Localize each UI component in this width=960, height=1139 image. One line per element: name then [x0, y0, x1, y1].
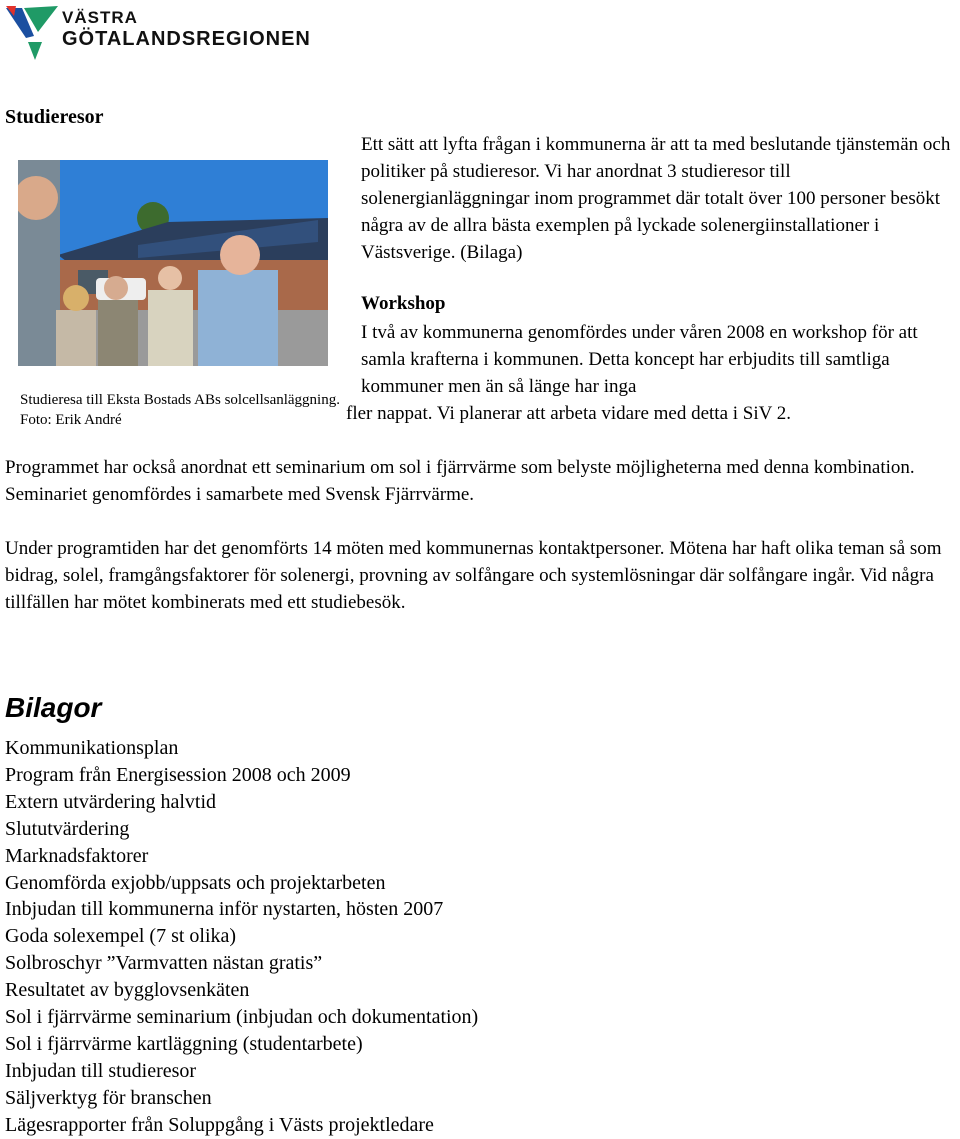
bilaga-item: Sol i fjärrvärme kartläggning (studentarbete)	[5, 1032, 363, 1055]
bilaga-item: Extern utvärdering halvtid	[5, 790, 217, 813]
bilaga-item: Lägesrapporter från Soluppgång i Västs projektledare	[5, 1113, 434, 1136]
bilaga-item: Slututvärdering	[5, 817, 130, 840]
section-title: Studieresor	[5, 106, 104, 128]
bilaga-item: Sol i fjärrvärme seminarium (inbjudan och dokumentation)	[5, 1006, 479, 1029]
bilaga-item: Inbjudan till kommunerna inför nystarten, hösten 2007	[5, 898, 444, 921]
bilaga-item: Säljverktyg för branschen	[5, 1086, 212, 1109]
workshop-heading: Workshop	[361, 293, 446, 314]
logo-mark-icon	[4, 2, 60, 62]
bilagor-heading: Bilagor	[5, 692, 102, 723]
bilaga-item: Marknadsfaktorer	[5, 844, 149, 867]
bilaga-item: Program från Energisession 2008 och 2009	[5, 763, 351, 786]
seminar-paragraph: Programmet har också anordnat ett seminarium om sol i fjärrvärme som belyste möjligheterna med denna kombination. Seminariet genomfördes i samarbete med Svensk Fjärrvärme.	[5, 457, 915, 505]
bilaga-item: Inbjudan till studieresor	[5, 1059, 197, 1082]
bilaga-item: Genomförda exjobb/uppsats och projektarbeten	[5, 871, 386, 894]
bilaga-item: Resultatet av bygglovsenkäten	[5, 979, 250, 1002]
study-trip-photo	[18, 160, 328, 366]
logo-text-line2: GÖTALANDSREGIONEN	[62, 28, 311, 50]
photo-caption: Studieresa till Eksta Bostads ABs solcellsanläggning. Foto: Erik André	[20, 392, 340, 428]
logo-text-line1: VÄSTRA	[62, 8, 138, 27]
workshop-paragraph: I två av kommunerna genomfördes under våren 2008 en workshop för att samla krafterna i kommunen. Detta koncept har erbjudits till samtliga kommuner men än så länge har inga	[361, 322, 918, 397]
vastra-gotalandsregionen-logo	[4, 2, 311, 64]
bilaga-item: Kommunikationsplan	[5, 737, 179, 759]
bilaga-item: Goda solexempel (7 st olika)	[5, 925, 237, 948]
bilaga-item: Solbroschyr ”Varmvatten nästan gratis”	[5, 952, 323, 975]
intro-paragraph: Ett sätt att lyfta frågan i kommunerna är att ta med beslutande tjänstemän och politiker på studieresor. Vi har anordnat 3 studieresor till solenergianläggningar inom programmet där totalt över 100 personer besökt några av de allra bästa exemplen på lyckade solenergiinstallationer i Västsverige. (Bilaga)	[361, 134, 951, 263]
meetings-paragraph: Under programtiden har det genomförts 14 möten med kommunernas kontaktpersoner. Mötena har haft olika teman så som bidrag, solel, framgångsfaktorer för solenergi, provning av solfångare och systemlösningar där solfångare ingår. Vid några tillfällen har mötet kombinerats med ett studiebesök.	[5, 538, 942, 613]
workshop-paragraph-last-line: fler nappat. Vi planerar att arbeta vidare med detta i SiV 2.	[346, 403, 792, 424]
bilagor-list	[5, 735, 478, 1139]
